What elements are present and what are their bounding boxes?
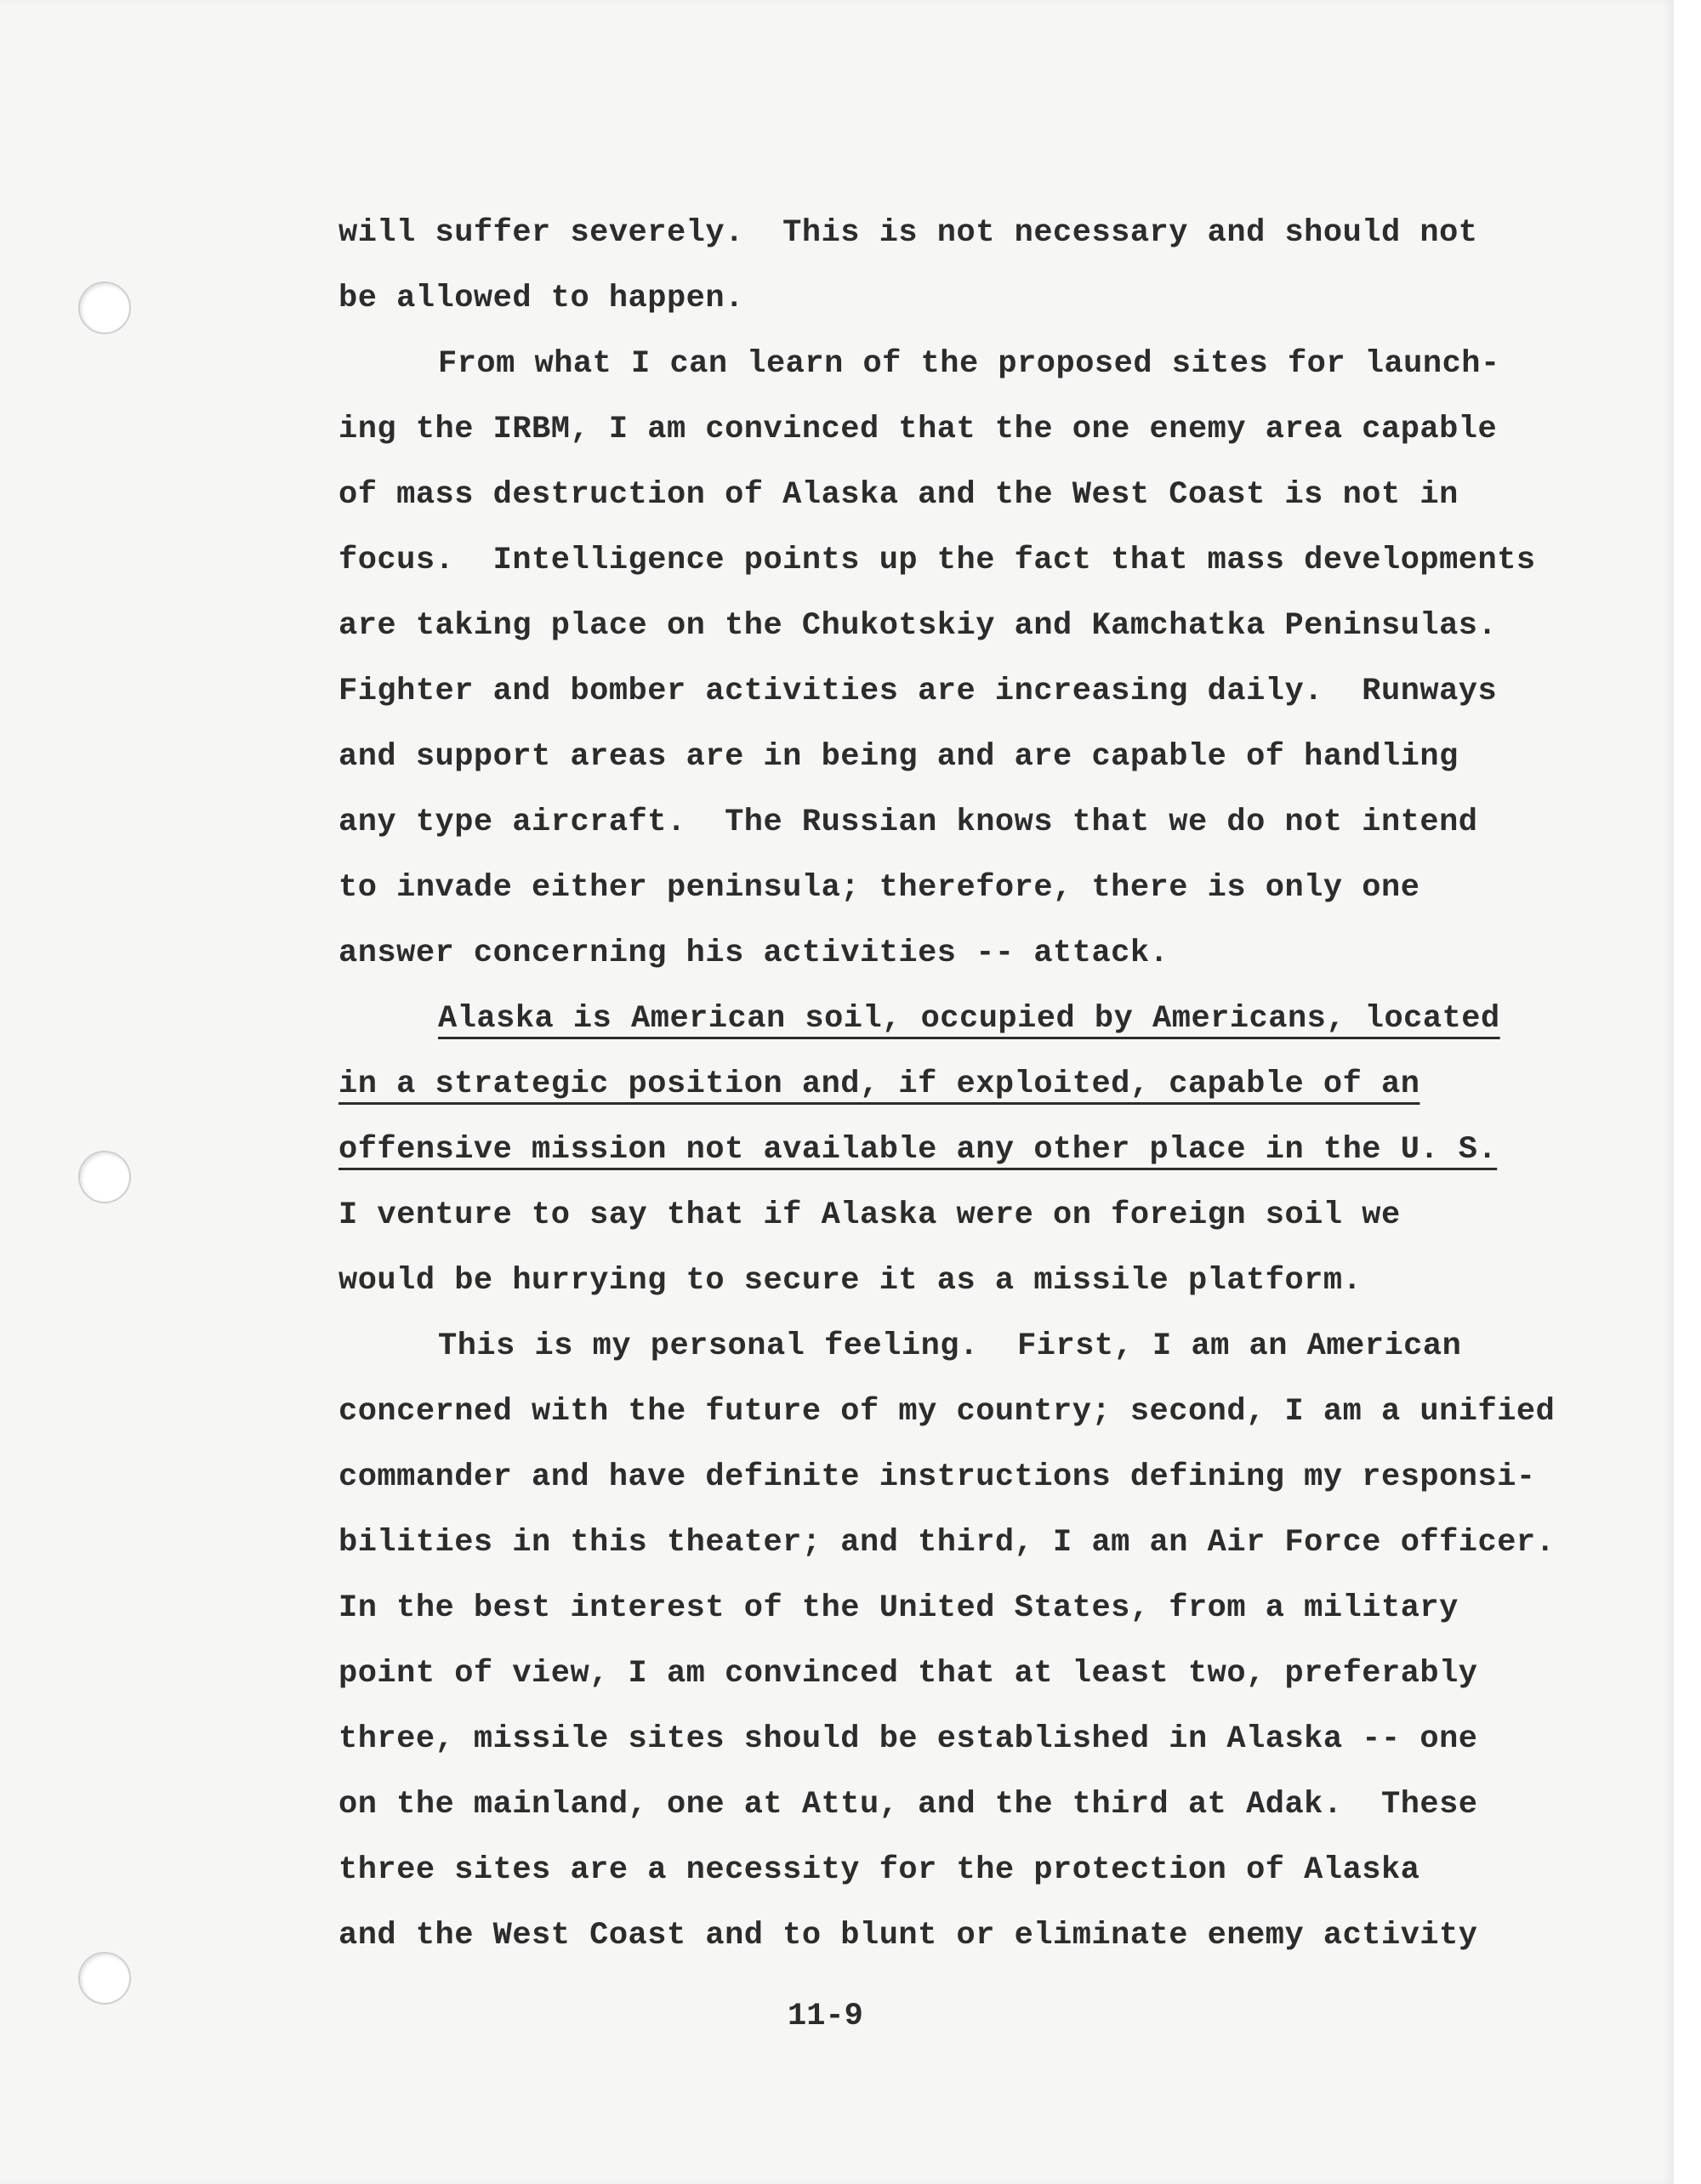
text-line: In the best interest of the United States, from a military	[338, 1590, 1459, 1626]
underlined-text: in a strategic position and, if exploited, capable of an	[338, 1066, 1420, 1102]
text-line: I venture to say that if Alaska were on foreign soil we	[338, 1197, 1401, 1233]
text-line: and the West Coast and to blunt or eliminate enemy activity	[338, 1918, 1478, 1954]
underlined-line	[338, 1118, 1597, 1183]
text-line: to invade either peninsula; therefore, there is only one	[338, 870, 1420, 906]
punch-hole-middle	[78, 1151, 131, 1203]
text-line: focus. Intelligence points up the fact that mass developments	[338, 543, 1536, 578]
text-line: would be hurrying to secure it as a missile platform.	[338, 1263, 1363, 1299]
punch-hole-bottom	[78, 1952, 131, 2005]
text-line: This is my personal feeling. First, I am an American	[438, 1328, 1462, 1364]
text-line: be allowed to happen.	[338, 281, 744, 316]
text-line: From what I can learn of the proposed sites for launch-	[438, 346, 1500, 382]
text-line: Fighter and bomber activities are increasing daily. Runways	[338, 674, 1498, 709]
text-line: three sites are a necessity for the protection of Alaska	[338, 1852, 1420, 1888]
text-line: commander and have definite instructions defining my responsi-	[338, 1459, 1536, 1495]
underlined-text: Alaska is American soil, occupied by Americans, located	[438, 1001, 1500, 1037]
text-line: and support areas are in being and are capable of handling	[338, 739, 1459, 775]
underlined-line	[338, 1052, 1597, 1118]
page-number: 11-9	[788, 1999, 863, 2034]
text-line: any type aircraft. The Russian knows that we do not intend	[338, 805, 1478, 840]
punch-hole-top	[78, 282, 131, 334]
text-line: point of view, I am convinced that at least two, preferably	[338, 1656, 1478, 1692]
text-line: answer concerning his activities -- attack.	[338, 936, 1169, 971]
underlined-line	[338, 987, 1597, 1052]
text-line: three, missile sites should be established in Alaska -- one	[338, 1721, 1478, 1757]
text-line: concerned with the future of my country; second, I am a unified	[338, 1394, 1556, 1430]
text-line: on the mainland, one at Attu, and the third at Adak. These	[338, 1787, 1478, 1823]
body-text	[338, 201, 1597, 1969]
text-line: bilities in this theater; and third, I am an Air Force officer.	[338, 1525, 1556, 1561]
text-line: of mass destruction of Alaska and the West Coast is not in	[338, 477, 1459, 513]
underlined-text: offensive mission not available any other place in the U. S.	[338, 1132, 1498, 1168]
text-line: ing the IRBM, I am convinced that the one enemy area capable	[338, 412, 1498, 447]
text-line: are taking place on the Chukotskiy and Kamchatka Peninsulas.	[338, 608, 1498, 644]
text-line: will suffer severely. This is not necessary and should not	[338, 215, 1478, 251]
scan-margin	[1674, 0, 1701, 2184]
